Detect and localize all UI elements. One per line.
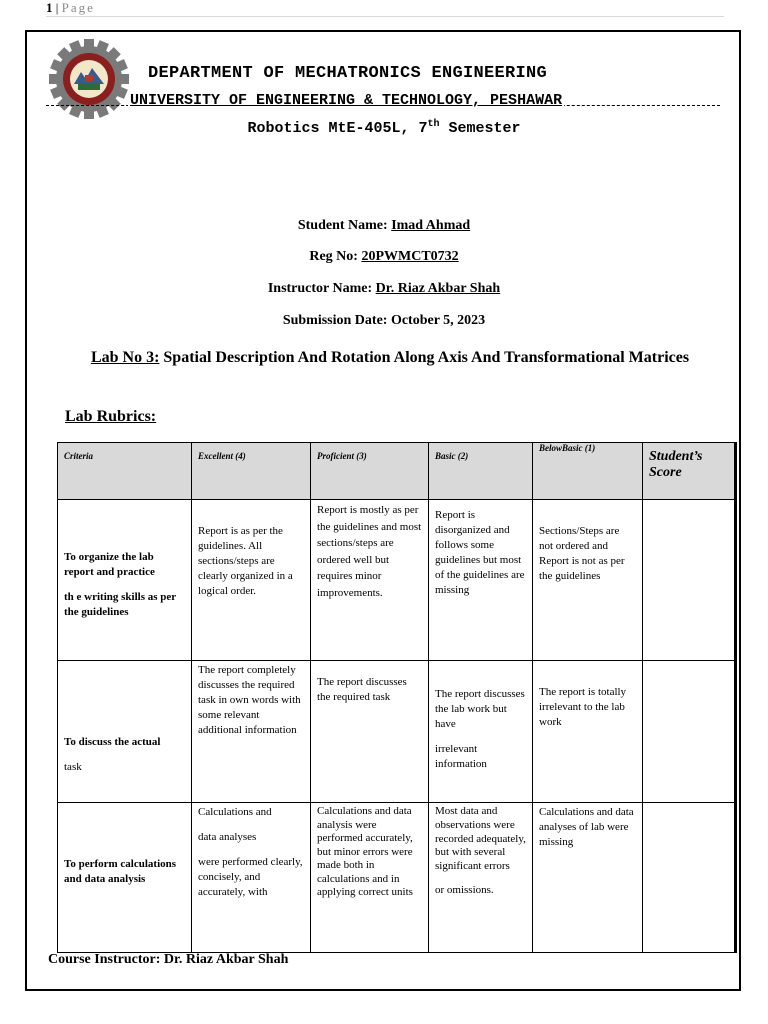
instructor-line: Instructor Name: Dr. Riaz Akbar Shah: [267, 281, 501, 296]
excellent-cell: Report is as per the guidelines. All sections/steps are clearly organized in a logical order.: [192, 500, 311, 661]
table-header-row: [58, 443, 736, 500]
submission-date-value: October 5, 2023: [390, 313, 486, 328]
table-row: [58, 661, 736, 803]
table-row: [58, 803, 736, 953]
basic-cell: The report discusses the lab work but have irrelevant information: [429, 661, 533, 803]
header-excellent: Excellent (4): [192, 443, 311, 500]
header-basic: Basic (2): [429, 443, 533, 500]
proficient-cell: The report discusses the required task: [311, 661, 429, 803]
header-below-basic: BelowBasic (1): [533, 443, 643, 500]
table-row: [58, 500, 736, 661]
lab-title: Lab No 3: Spatial Description And Rotation Along Axis And Transformational Matrices: [90, 349, 690, 366]
score-cell[interactable]: [643, 500, 736, 661]
page-number: 1 | Page: [46, 0, 95, 15]
proficient-cell: Calculations and data analysis were performed accurately, but minor errors were made both in calculations and in applying correct units: [311, 803, 429, 953]
criteria-cell: To perform calculations and data analysis: [58, 803, 192, 953]
course-title: Robotics MtE-405L, 7th Semester: [247, 119, 521, 137]
proficient-cell: Report is mostly as per the guidelines and most sections/steps are ordered well but requires minor improvements.: [311, 500, 429, 661]
header-rule: [46, 16, 724, 17]
course-instructor-footer: Course Instructor: Dr. Riaz Akbar Shah: [48, 952, 289, 967]
excellent-cell: The report completely discusses the required task in own words with some relevant additional information: [192, 661, 311, 803]
score-cell[interactable]: [643, 803, 736, 953]
criteria-cell: To discuss the actual task: [58, 661, 192, 803]
criteria-cell: To organize the lab report and practice th e writing skills as per the guidelines: [58, 500, 192, 661]
instructor-value: Dr. Riaz Akbar Shah: [375, 281, 501, 296]
below-basic-cell: The report is totally irrelevant to the lab work: [533, 661, 643, 803]
reg-no-line: Reg No: 20PWMCT0732: [309, 249, 459, 264]
university-title: UNIVERSITY OF ENGINEERING & TECHNOLOGY, PESHAWAR: [130, 92, 563, 109]
excellent-cell: Calculations and data analyses were performed clearly, concisely, and accurately, with: [192, 803, 311, 953]
header-criteria: Criteria: [58, 443, 192, 500]
reg-no-value: 20PWMCT0732: [361, 249, 459, 264]
header-proficient: Proficient (3): [311, 443, 429, 500]
rubrics-heading: Lab Rubrics:: [65, 408, 157, 425]
student-name-line: Student Name: Imad Ahmad: [297, 218, 471, 233]
below-basic-cell: Sections/Steps are not ordered and Report is not as per the guidelines: [533, 500, 643, 661]
header-student-score: Student’s Score: [643, 443, 736, 500]
basic-cell: Most data and observations were recorded adequately, but with several significant errors or omissions.: [429, 803, 533, 953]
score-cell[interactable]: [643, 661, 736, 803]
university-logo-icon: [48, 38, 130, 120]
department-title: DEPARTMENT OF MECHATRONICS ENGINEERING: [148, 64, 548, 83]
rubrics-table: [57, 442, 737, 953]
basic-cell: Report is disorganized and follows some guidelines but most of the guidelines are missing: [429, 500, 533, 661]
submission-date-line: Submission Date: October 5, 2023: [282, 313, 486, 328]
below-basic-cell: Calculations and data analyses of lab were missing: [533, 803, 643, 953]
student-name-value: Imad Ahmad: [391, 218, 471, 233]
